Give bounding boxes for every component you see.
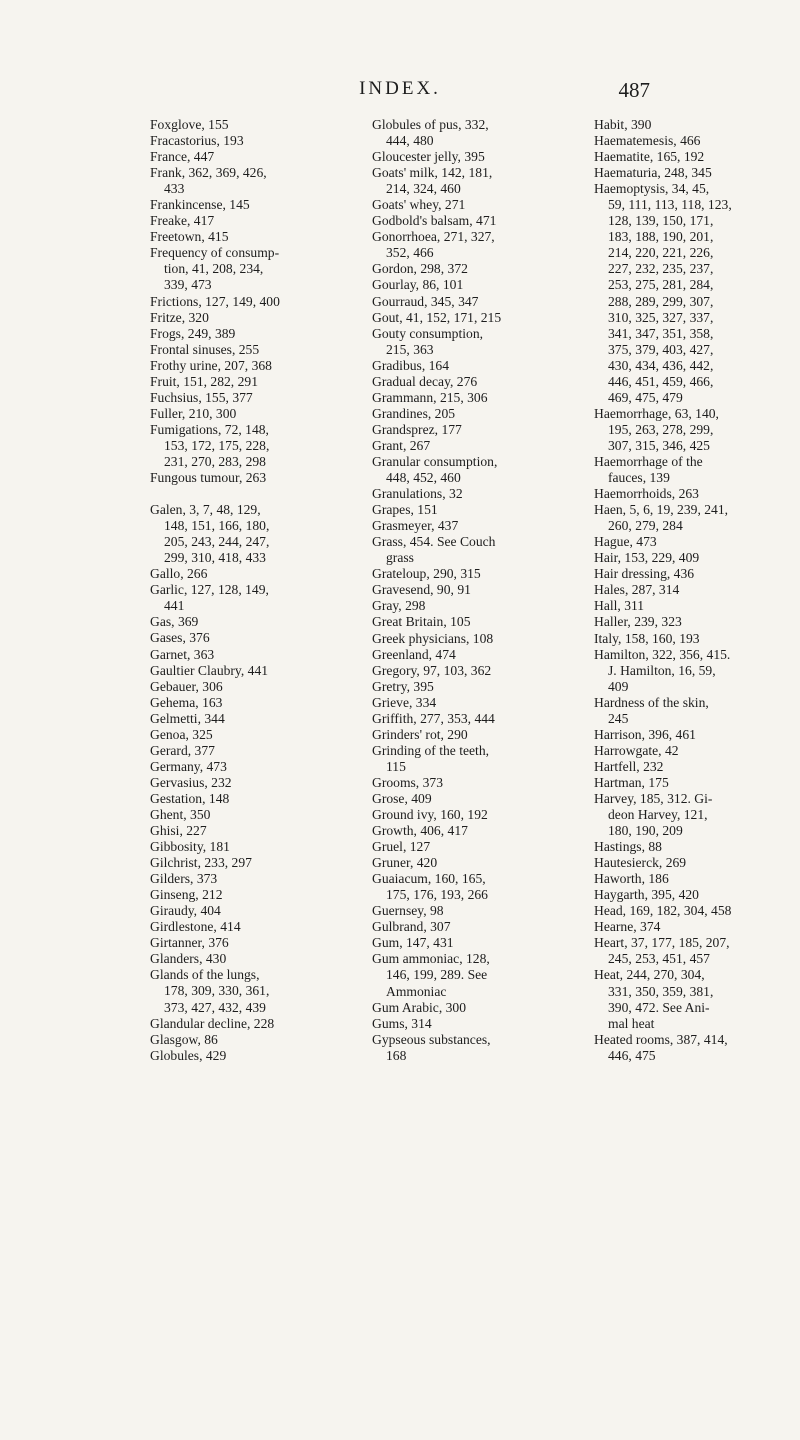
index-entry: Haematuria, 248, 345 [594,165,712,181]
index-entry: Hague, 473 [594,534,657,550]
index-entry: Hair dressing, 436 [594,566,695,582]
index-entry: Griffith, 277, 353, 444 [372,710,495,726]
index-entry: Fruit, 151, 282, 291 [150,373,258,389]
index-entry: Grass, 454. See Couch grass [372,534,496,566]
index-entry: Fungous tumour, 263 [150,470,267,486]
index-entry: Great Britain, 105 [372,614,471,630]
index-entry: Haller, 239, 323 [594,614,682,630]
index-entry: Grateloup, 290, 315 [372,566,481,582]
index-entry: Garlic, 127, 128, 149, 441 [150,582,269,614]
index-entry: Garnet, 363 [150,646,215,662]
index-entry: Gruel, 127 [372,839,431,855]
index-entry: Hearne, 374 [594,919,661,935]
index-entry: Haemorrhage of the fauces, 139 [594,453,703,486]
index-entry: Fumigations, 72, 148, 153, 172, 175, 228, 231, 270, 283, 298 [150,421,270,469]
index-entry: France, 447 [150,149,215,165]
index-entry: Haematite, 165, 192 [594,149,705,165]
index-entry: Glanders, 430 [150,951,227,967]
index-entry: Frankincense, 145 [150,197,250,213]
index-entry: Heat, 244, 270, 304, 331, 350, 359, 381, 390, 472. See Ani- mal heat [594,967,714,1031]
index-entry: Glasgow, 86 [150,1031,218,1047]
index-entry: Ground ivy, 160, 192 [372,807,488,823]
index-entry: Haematemesis, 466 [594,133,701,149]
index-entry: Grose, 409 [372,790,432,806]
index-entry: Grooms, 373 [372,774,443,790]
index-entry: Gaultier Claubry, 441 [150,662,269,678]
index-entry: Hamilton, 322, 356, 415. J. Hamilton, 16, 59, 409 [594,646,731,694]
index-entry: Girtanner, 376 [150,935,229,951]
index-entry: Gruner, 420 [372,855,438,871]
index-entry: Gestation, 148 [150,790,230,806]
index-entry: Gums, 314 [372,1015,432,1031]
index-entry: Heart, 37, 177, 185, 207, 245, 253, 451, 457 [594,935,730,967]
index-entry: Gourraud, 345, 347 [372,293,479,309]
index-entry: Gravesend, 90, 91 [372,582,471,598]
index-entry: Gypseous substances, 168 [372,1031,491,1063]
index-entry: Goats' whey, 271 [372,197,466,213]
index-entry: Godbold's balsam, 471 [372,213,497,229]
index-entry: Head, 169, 182, 304, 458 [594,903,732,919]
index-column-3 [594,117,800,1064]
index-entry: Gibbosity, 181 [150,839,230,855]
index-entry: Hales, 287, 314 [594,582,680,598]
index-entry: Fuchsius, 155, 377 [150,389,253,405]
index-entry: Frequency of consump- tion, 41, 208, 234, 339, 473 [150,245,280,293]
index-entry: Girdlestone, 414 [150,919,241,935]
index-entry: Gregory, 97, 103, 362 [372,662,492,678]
index-entry: Grinding of the teeth, 115 [372,742,490,774]
index-entry: Greenland, 474 [372,646,456,662]
index-entry: Hardness of the skin, 245 [594,694,709,726]
index-entry: Hair, 153, 229, 409 [594,550,700,566]
index-entry: Gum ammoniac, 128, 146, 199, 289. See Ammoniac [372,951,490,999]
index-entry: Gebauer, 306 [150,678,223,694]
index-entry: Gretry, 395 [372,678,434,694]
index-entry: Gordon, 298, 372 [372,261,468,277]
index-entry: Ginseng, 212 [150,887,223,903]
index-entry: Haen, 5, 6, 19, 239, 241, 260, 279, 284 [594,502,729,534]
page-header [0,78,800,112]
index-entry: Grapes, 151 [372,502,438,518]
index-entry: Gas, 369 [150,614,199,630]
index-entry: Habit, 390 [594,117,652,132]
index-entry: Granular consumption, 448, 452, 460 [372,453,498,486]
index-entry: Ghent, 350 [150,806,211,822]
index-entry: Frontal sinuses, 255 [150,341,260,357]
index-entry: Frank, 362, 369, 426, 433 [150,165,267,197]
index-entry: Gehema, 163 [150,694,223,710]
index-entry: Grandines, 205 [372,405,456,421]
index-entry: Haemorrhoids, 263 [594,486,699,502]
index-entry: Harrison, 396, 461 [594,726,696,742]
index-entry: Foxglove, 155 [150,117,229,132]
index-entry: Freetown, 415 [150,229,229,245]
index-entry: Globules, 429 [150,1047,227,1063]
index-entry: Gonorrhoea, 271, 327, 352, 466 [372,229,495,261]
index-entry: Goats' milk, 142, 181, 214, 324, 460 [372,165,493,197]
index-entry: Gerard, 377 [150,742,215,758]
index-entry: Giraudy, 404 [150,903,221,919]
index-entry: Galen, 3, 7, 48, 129, 148, 151, 166, 180, 205, 243, 244, 247, 299, 310, 418, 433 [150,502,270,566]
index-entry: Grandsprez, 177 [372,421,462,437]
index-entry: Gout, 41, 152, 171, 215 [372,309,502,325]
index-entry: Guaiacum, 160, 165, 175, 176, 193, 266 [372,871,488,903]
index-entry: Haworth, 186 [594,871,669,887]
index-entry: Harvey, 185, 312. Gi- deon Harvey, 121, 180, 190, 209 [594,790,713,839]
index-entry: Italy, 158, 160, 193 [594,630,700,646]
index-entry: Grant, 267 [372,437,431,453]
index-entry: Gum, 147, 431 [372,935,454,951]
index-entry: Gervasius, 232 [150,774,232,790]
index-column-1 [150,117,362,1064]
index-entry: Granulations, 32 [372,486,463,502]
index-entry: Heated rooms, 387, 414, 446, 475 [594,1031,728,1063]
index-entry: Gourlay, 86, 101 [372,277,464,293]
index-column-2 [372,117,584,1064]
page-number: 487 [618,78,650,102]
index-entry: Gulbrand, 307 [372,919,451,935]
index-entry: Glands of the lungs, 178, 309, 330, 361, 373, 427, 432, 439 [150,967,270,1015]
index-entry: Gelmetti, 344 [150,710,225,726]
index-entry: Growth, 406, 417 [372,823,468,839]
index-entry: Freake, 417 [150,213,215,229]
index-entry: Harrowgate, 42 [594,742,679,758]
index-entry: Haemoptysis, 34, 45, 59, 111, 113, 118, 123, 128, 139, 150, 171, 183, 188, 190, 201, 214, 220, 221, 226, 227, 232, 235, 237, 253, 275, 281, 284, 288, 289, 299, 307, 310, 325, 327, 337, 341, 347, 351, 358, 375, 379, 403, 427, 430, 434, 436, 442, 446, 451, 459, 466, 469, 475, 479 [594,181,732,405]
index-entry: Gilchrist, 233, 297 [150,855,252,871]
index-entry: Grinders' rot, 290 [372,726,468,742]
index-entry: Gradibus, 164 [372,357,450,373]
index-entry: Glandular decline, 228 [150,1015,275,1031]
index-entry: Hall, 311 [594,598,645,614]
index-entry: Haygarth, 395, 420 [594,887,699,903]
index-entry: Germany, 473 [150,758,227,774]
index-entry: Greek physicians, 108 [372,630,494,646]
index-entry: Haemorrhage, 63, 140, 195, 263, 278, 299, 307, 315, 346, 425 [594,405,719,453]
index-entry: Frictions, 127, 149, 400 [150,293,280,309]
index-entry: Fracastorius, 193 [150,133,244,149]
index-entry: Gloucester jelly, 395 [372,149,485,165]
index-entry: Grammann, 215, 306 [372,389,488,405]
index-entry: Globules of pus, 332, 444, 480 [372,117,489,149]
index-entry: Frogs, 249, 389 [150,325,236,341]
index-entry: Genoa, 325 [150,726,213,742]
index-entry: Hartman, 175 [594,774,669,790]
index-entry: Hautesierck, 269 [594,855,687,871]
index-entry: Ghisi, 227 [150,823,207,839]
index-entry: Guernsey, 98 [372,903,444,919]
running-head: INDEX. [359,78,441,99]
index-entry: Gray, 298 [372,598,426,614]
index-entry: Gum Arabic, 300 [372,999,467,1015]
index-entry: Gases, 376 [150,630,210,646]
index-entry: Fritze, 320 [150,309,209,325]
index-entry: Gallo, 266 [150,566,208,582]
index-entry: Frothy urine, 207, 368 [150,357,272,373]
index-entry: Gradual decay, 276 [372,373,478,389]
index-entry: Gouty consumption, 215, 363 [372,325,484,357]
index-entry: Grasmeyer, 437 [372,518,459,534]
index-entry: Fuller, 210, 300 [150,405,237,421]
index-entry: Hastings, 88 [594,839,662,855]
index-entry: Gilders, 373 [150,871,218,887]
index-entry: Hartfell, 232 [594,758,664,774]
index-entry: Grieve, 334 [372,694,437,710]
